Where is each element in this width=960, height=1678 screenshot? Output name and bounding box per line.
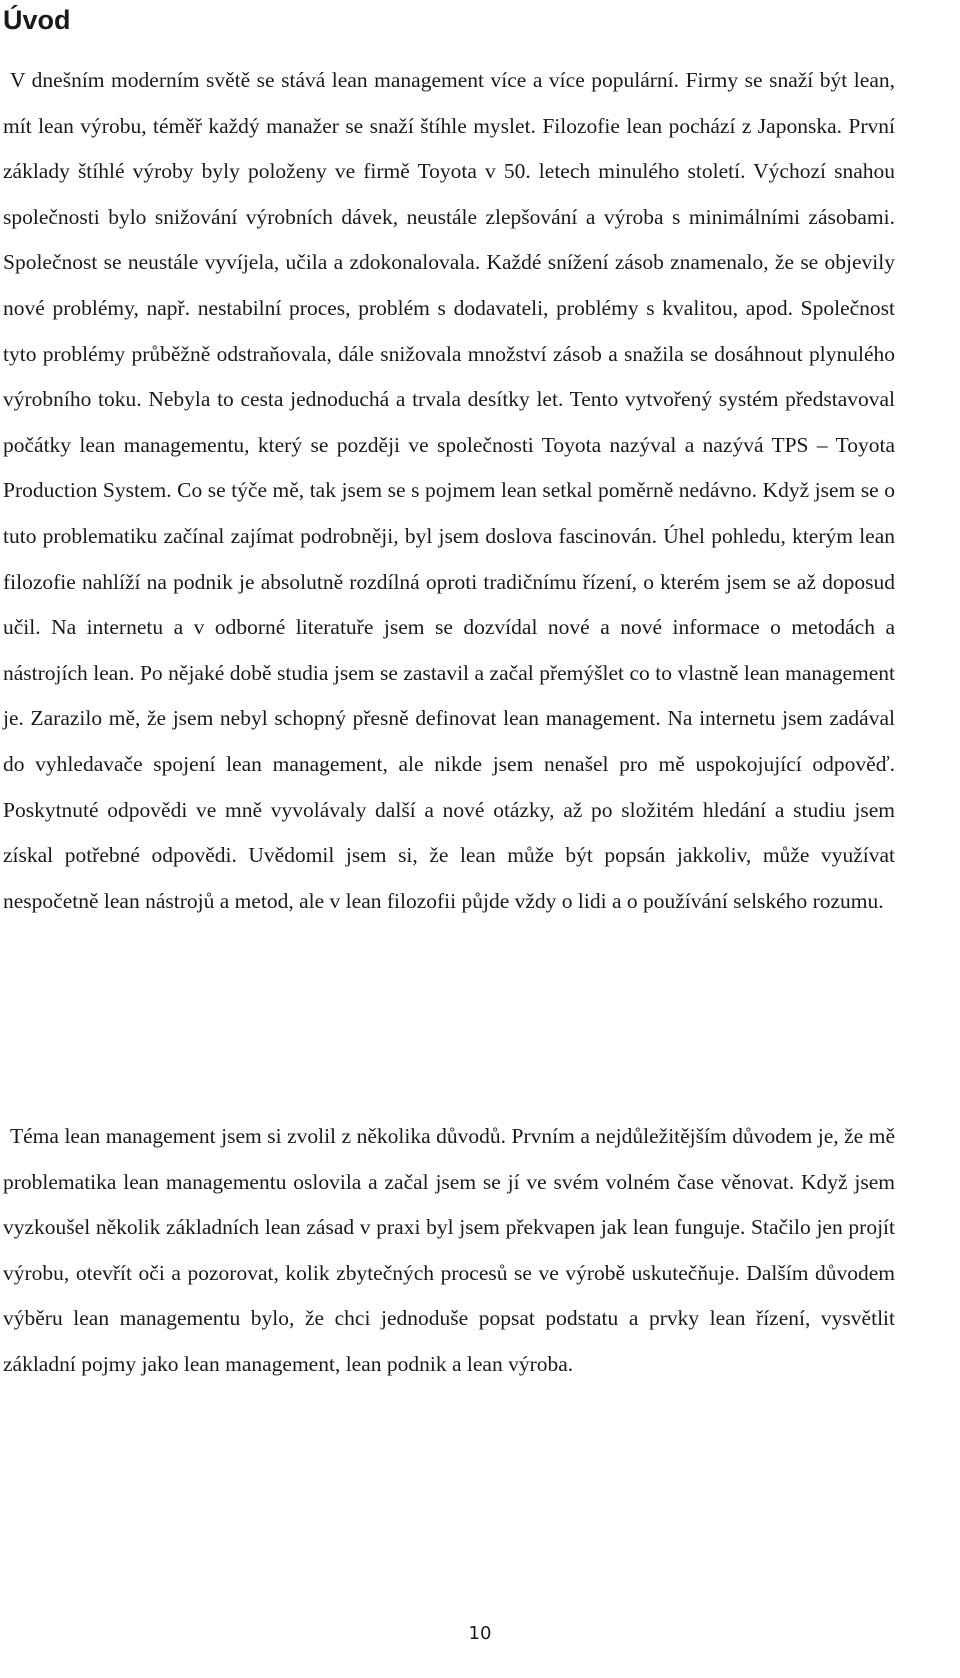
paragraph-motivation: Téma lean management jsem si zvolil z několika důvodů. Prvním a nejdůležitějším důvodem je, že mě problematika lean managementu oslovila a začal jsem se jí ve svém volném čase věnovat. Když jsem vyzkoušel několik základních lean zásad v praxi byl jsem překvapen jak lean funguje. Stačilo jen projít výrobu, otevřít oči a pozorovat, kolik zbytečných procesů se ve výrobě uskutečňuje. Dalším důvodem výběru lean managementu bylo, že chci jednoduše popsat podstatu a prvky lean řízení, vysvětlit základní pojmy jako lean management, lean podnik a lean výroba. [3, 1124, 895, 1376]
paragraph-intro: V dnešním moderním světě se stává lean management více a více populární. Firmy se snaží být lean, mít lean výrobu, téměř každý manažer se snaží štíhle myslet. Filozofie lean pochází z Japonska. První základy štíhlé výroby byly položeny ve firmě Toyota v 50. letech minulého století. Výchozí snahou společnosti bylo snižování výrobních dávek, neustále zlepšování a výroba s minimálními zásobami. Společnost se neustále vyvíjela, učila a zdokonalovala. Každé snížení zásob znamenalo, že se objevily nové problémy, např. nestabilní proces, problém s dodavateli, problémy s kvalitou, apod. Společnost tyto problémy průběžně odstraňovala, dále snižovala množství zásob a snažila se dosáhnout plynulého výrobního toku. Nebyla to cesta jednoduchá a trvala desítky let. Tento vytvořený systém představoval počátky lean managementu, který se později ve společnosti Toyota nazýval a nazývá TPS – Toyota Production System. Co se týče mě, tak jsem se s pojmem lean setkal poměrně nedávno. Když jsem se o tuto problematiku začínal zajímat podrobněji, byl jsem doslova fascinován. Úhel pohledu, kterým lean filozofie nahlíží na podnik je absolutně rozdílná oproti tradičnímu řízení, o kterém jsem se až doposud učil. Na internetu a v odborné literatuře jsem se dozvídal nové a nové informace o metodách a nástrojích lean. Po nějaké době studia jsem se zastavil a začal přemýšlet co to vlastně lean management je. Zarazilo mě, že jsem nebyl schopný přesně definovat lean management. Na internetu jsem zadával do vyhledavače spojení lean management, ale nikde jsem nenašel pro mě uspokojující odpověď. Poskytnuté odpovědi ve mně vyvolávaly další a nové otázky, až po složitém hledání a studiu jsem získal potřebné odpovědi. Uvědomil jsem si, že lean může být popsán jakkoliv, může využívat nespočetně lean nástrojů a metod, ale v lean filozofii půjde vždy o lidi a o používání selského rozumu. [3, 68, 895, 913]
page-number: 10 [468, 1623, 492, 1644]
section-heading: Úvod [3, 5, 71, 35]
